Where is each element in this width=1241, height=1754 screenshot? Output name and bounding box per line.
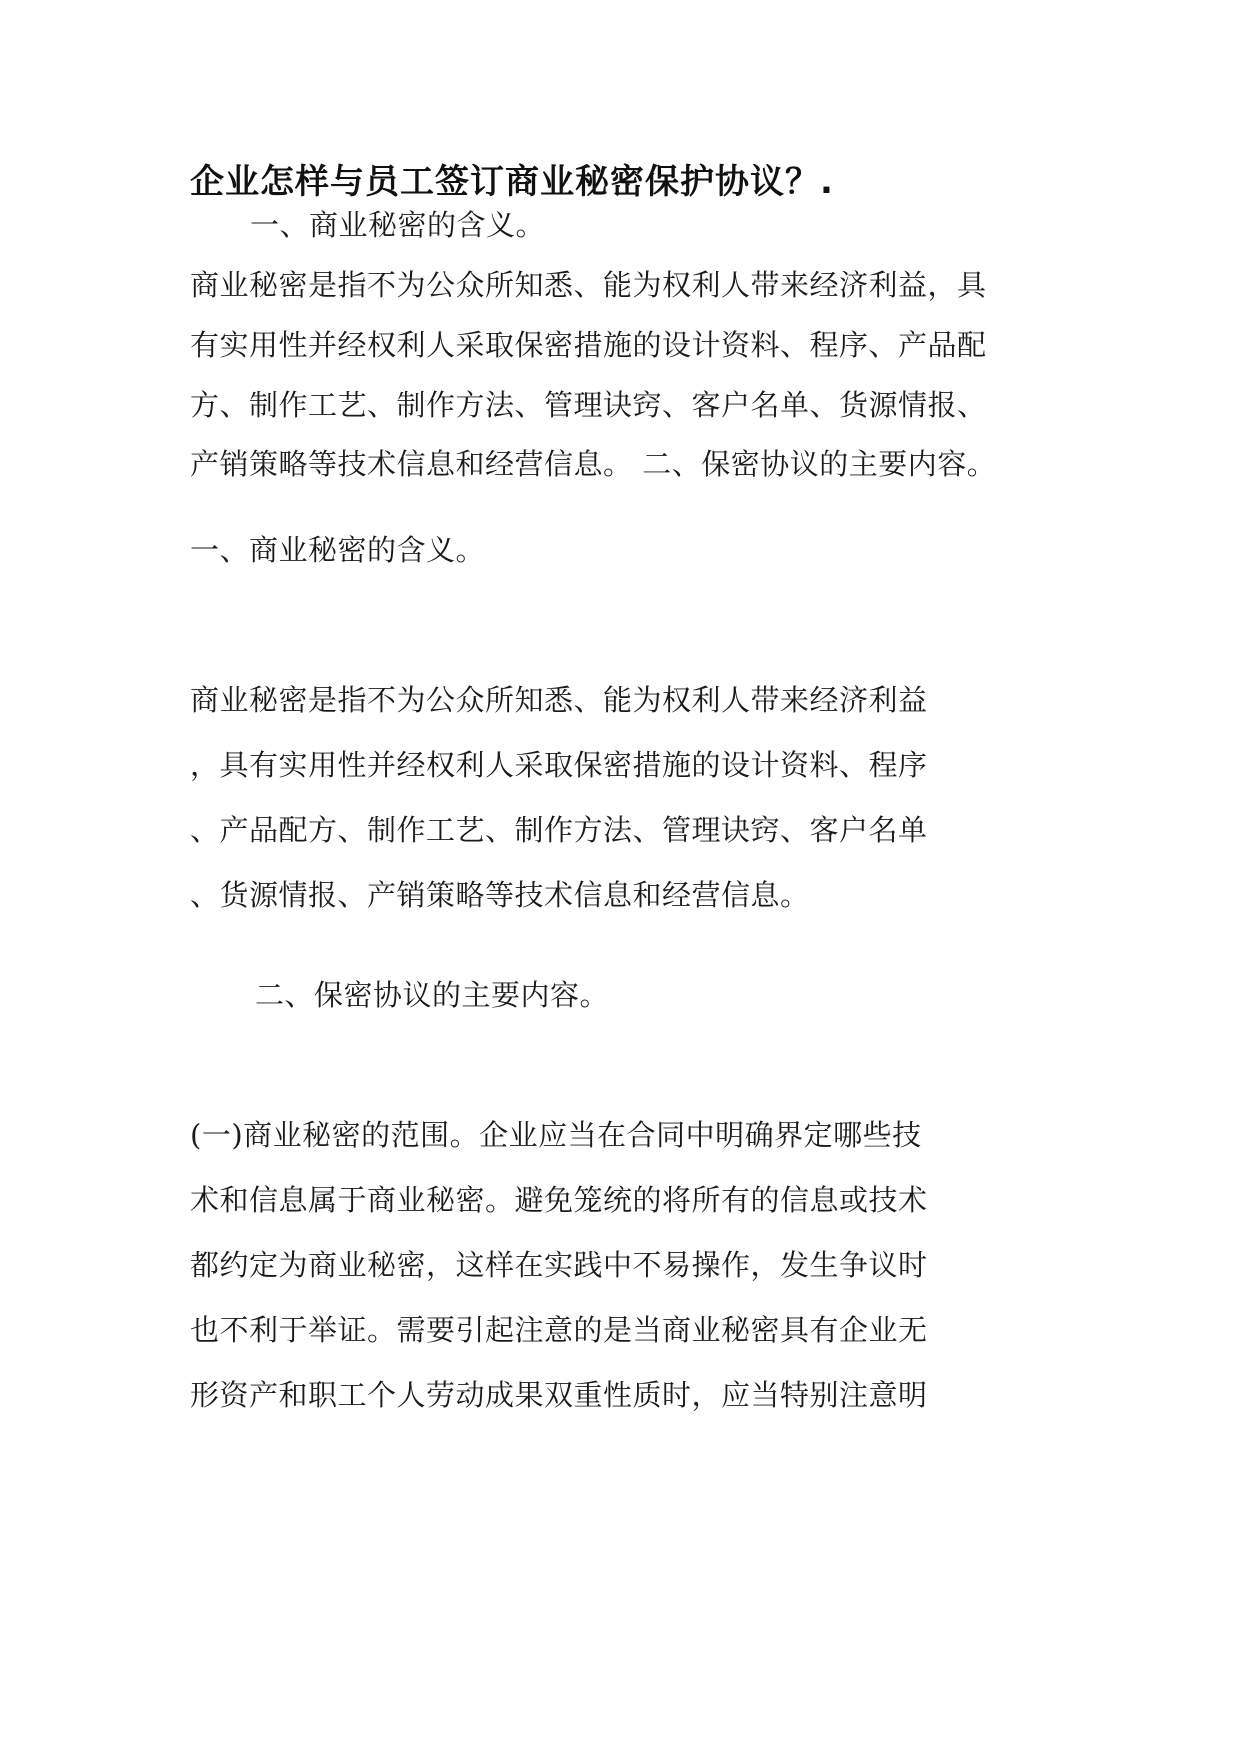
section1-line-2: ，具有实用性并经权利人采取保密措施的设计资料、程序 bbox=[190, 748, 928, 782]
section2-line-1: (一)商业秘密的范围。企业应当在合同中明确界定哪些技 bbox=[190, 1118, 922, 1152]
summary-heading: 一、商业秘密的含义。 bbox=[250, 208, 546, 242]
summary-line-2: 有实用性并经权利人采取保密措施的设计资料、程序、产品配 bbox=[190, 328, 987, 362]
section2-line-2: 术和信息属于商业秘密。避免笼统的将所有的信息或技术 bbox=[190, 1183, 928, 1217]
section2-line-4: 也不利于举证。需要引起注意的是当商业秘密具有企业无 bbox=[190, 1313, 928, 1347]
summary-line-1: 商业秘密是指不为公众所知悉、能为权利人带来经济利益，具 bbox=[190, 268, 987, 302]
summary-line-4: 产销策略等技术信息和经营信息。 二、保密协议的主要内容。 bbox=[190, 447, 997, 481]
section1-heading: 一、商业秘密的含义。 bbox=[190, 533, 486, 567]
section1-line-4: 、货源情报、产销策略等技术信息和经营信息。 bbox=[190, 878, 810, 912]
document-title: 企业怎样与员工签订商业秘密保护协议？. bbox=[190, 162, 834, 202]
section1-line-3: 、产品配方、制作工艺、制作方法、管理诀窍、客户名单 bbox=[190, 813, 928, 847]
summary-line-3: 方、制作工艺、制作方法、管理诀窍、客户名单、货源情报、 bbox=[190, 388, 987, 422]
section2-line-3: 都约定为商业秘密，这样在实践中不易操作，发生争议时 bbox=[190, 1248, 928, 1282]
section2-heading: 二、保密协议的主要内容。 bbox=[255, 978, 610, 1012]
section1-line-1: 商业秘密是指不为公众所知悉、能为权利人带来经济利益 bbox=[190, 683, 928, 717]
section2-line-5: 形资产和职工个人劳动成果双重性质时，应当特别注意明 bbox=[190, 1378, 928, 1412]
